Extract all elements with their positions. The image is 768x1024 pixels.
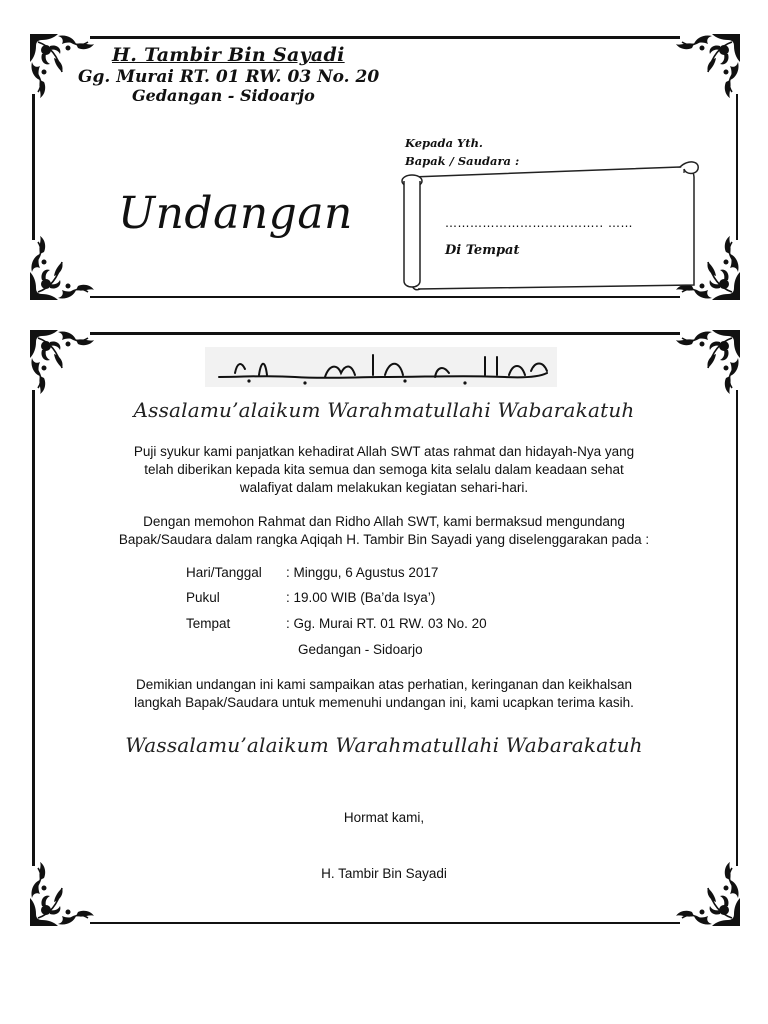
recipient-placeholder: ……………………………….. …… [445, 216, 633, 230]
detail-time-value: : 19.00 WIB (Ba’da Isya’) [286, 590, 436, 605]
floral-corner-icon [28, 328, 98, 398]
frame-bottom-line [90, 922, 680, 925]
signature-name: H. Tambir Bin Sayadi [321, 866, 447, 881]
detail-place-label: Tempat [186, 616, 231, 631]
paragraph-invitation [40, 513, 728, 549]
paragraph-opening [40, 443, 728, 497]
paragraph-line: telah diberikan kepada kita semua dan semoga kita selalu dalam keadaan sehat [144, 462, 624, 477]
basmalah-calligraphy-icon [205, 347, 557, 387]
sender-street: Gg. Murai RT. 01 RW. 03 No. 20 [78, 67, 380, 87]
paragraph-line: Puji syukur kami panjatkan kehadirat Allah SWT atas rahmat dan hidayah-Nya yang [133, 444, 635, 459]
frame-left-line [32, 94, 35, 240]
detail-time-label: Pukul [186, 590, 220, 605]
floral-corner-icon [28, 232, 98, 302]
greeting-close: Wassalamu’alaikum Warahmatullahi Wabarakatuh [125, 733, 643, 757]
paragraph-closing [40, 676, 728, 712]
frame-right-line [736, 94, 739, 240]
di-tempat-label: Di Tempat [445, 243, 520, 258]
paragraph-line: Demikian undangan ini kami sampaikan atas perhatian, keringanan dan keikhalsan [135, 677, 633, 692]
frame-bottom-line [90, 296, 680, 299]
recipient-salutation-line: Bapak / Saudara : [405, 154, 520, 168]
paragraph-line: Bapak/Saudara dalam rangka Aqiqah H. Tambir Bin Sayadi yang diselenggarakan pada : [118, 532, 650, 547]
recipient-to-line: Kepada Yth. [405, 136, 483, 150]
paragraph-line: walafiyat dalam melakukan kegiatan sehari-hari. [239, 480, 529, 495]
frame-top-line [90, 332, 680, 335]
paragraph-line: langkah Bapak/Saudara untuk memenuhi undangan ini, kami ucapkan terima kasih. [134, 695, 634, 710]
sender-city: Gedangan - Sidoarjo [132, 86, 315, 105]
frame-right-line [736, 390, 739, 866]
floral-corner-icon [672, 328, 742, 398]
frame-left-line [32, 390, 35, 866]
detail-day-label: Hari/Tanggal [186, 565, 262, 580]
paragraph-line: Dengan memohon Rahmat dan Ridho Allah SWT, kami bermaksud mengundang [143, 514, 625, 529]
detail-place-value: : Gg. Murai RT. 01 RW. 03 No. 20 [286, 616, 487, 631]
frame-top-line [90, 36, 680, 39]
detail-day-value: : Minggu, 6 Agustus 2017 [286, 565, 439, 580]
sender-name: H. Tambir Bin Sayadi [112, 44, 345, 66]
closing-text: Hormat kami, [343, 810, 425, 825]
detail-place-value-2: Gedangan - Sidoarjo [298, 642, 423, 657]
floral-corner-icon [672, 32, 742, 102]
greeting-open: Assalamu’alaikum Warahmatullahi Wabarakatuh [133, 398, 635, 422]
invitation-title: Undangan [118, 188, 353, 239]
